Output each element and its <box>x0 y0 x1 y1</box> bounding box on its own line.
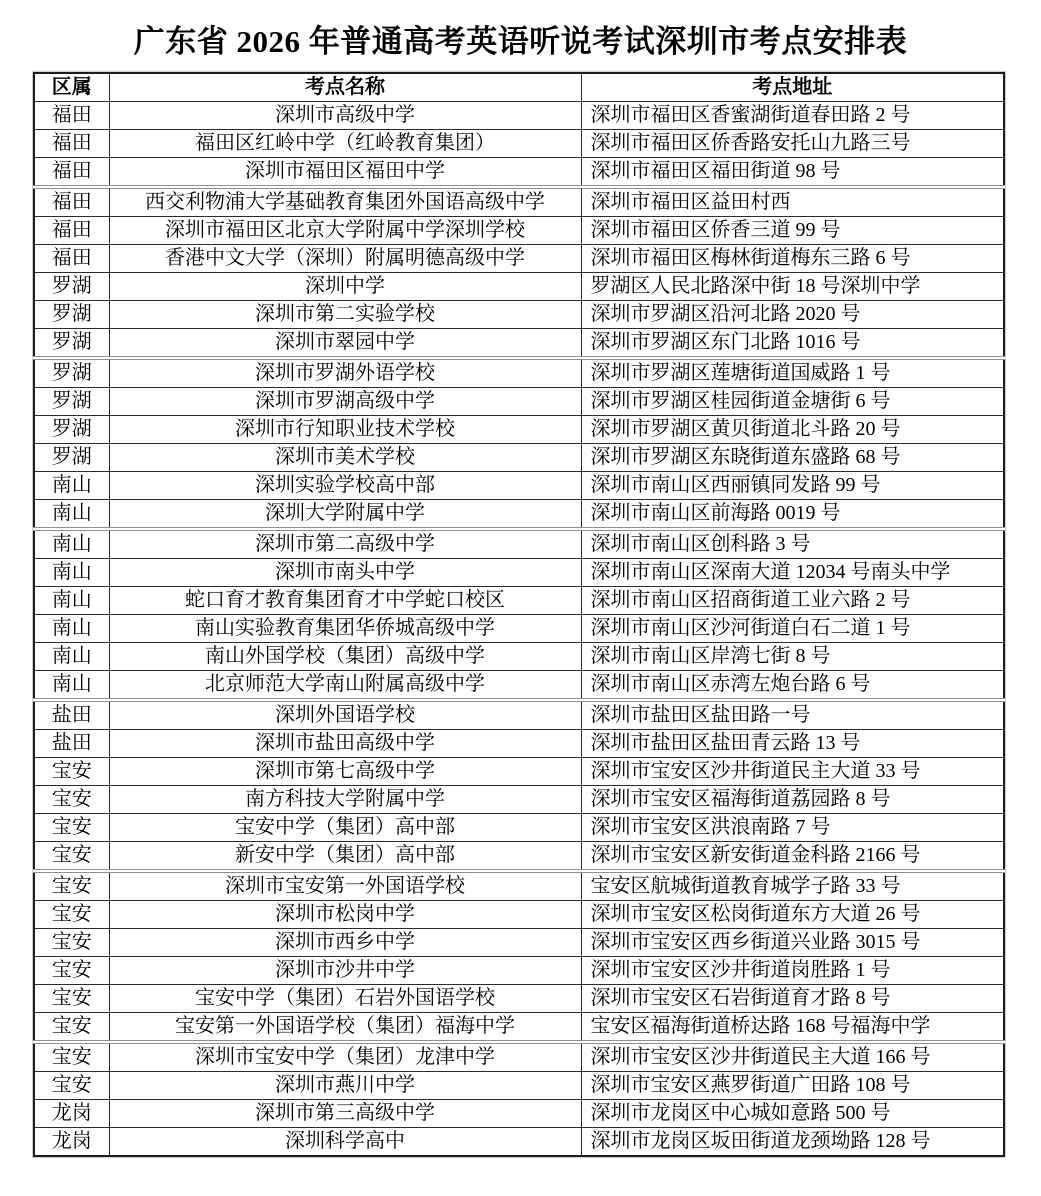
page-title: 广东省 2026 年普通高考英语听说考试深圳市考点安排表 <box>133 24 908 59</box>
cell-district: 罗湖 <box>34 416 109 444</box>
cell-site-name: 深圳市第七高级中学 <box>109 758 581 786</box>
cell-district: 宝安 <box>34 929 109 957</box>
cell-district: 宝安 <box>34 758 109 786</box>
cell-district: 罗湖 <box>34 444 109 472</box>
cell-site-address: 深圳市宝安区松岗街道东方大道 26 号 <box>581 901 1004 929</box>
cell-district: 罗湖 <box>34 388 109 416</box>
exam-sites-table <box>33 72 1005 1157</box>
cell-site-name: 宝安中学（集团）高中部 <box>109 814 581 842</box>
cell-district: 福田 <box>34 102 109 130</box>
table-row <box>34 842 1004 872</box>
cell-site-address: 深圳市盐田区盐田路一号 <box>581 700 1004 730</box>
cell-district: 南山 <box>34 615 109 643</box>
table-row <box>34 730 1004 758</box>
cell-site-name: 深圳市宝安中学（集团）龙津中学 <box>109 1042 581 1072</box>
table-row <box>34 871 1004 901</box>
cell-site-name: 深圳外国语学校 <box>109 700 581 730</box>
cell-site-address: 深圳市宝安区燕罗街道广田路 108 号 <box>581 1072 1004 1100</box>
cell-site-address: 深圳市罗湖区莲塘街道国威路 1 号 <box>581 358 1004 388</box>
table-row <box>34 217 1004 245</box>
cell-district: 宝安 <box>34 1072 109 1100</box>
cell-district: 南山 <box>34 587 109 615</box>
table-row <box>34 671 1004 701</box>
table-row <box>34 500 1004 530</box>
cell-site-address: 深圳市南山区沙河街道白石二道 1 号 <box>581 615 1004 643</box>
table-row <box>34 957 1004 985</box>
cell-site-name: 深圳市南头中学 <box>109 559 581 587</box>
cell-site-address: 深圳市南山区招商街道工业六路 2 号 <box>581 587 1004 615</box>
cell-site-address: 宝安区航城街道教育城学子路 33 号 <box>581 871 1004 901</box>
cell-site-name: 深圳市高级中学 <box>109 102 581 130</box>
cell-site-name: 深圳市第二高级中学 <box>109 529 581 559</box>
cell-district: 龙岗 <box>34 1100 109 1128</box>
cell-site-address: 深圳市南山区前海路 0019 号 <box>581 500 1004 530</box>
cell-district: 宝安 <box>34 985 109 1013</box>
table-row <box>34 814 1004 842</box>
cell-site-address: 深圳市罗湖区沿河北路 2020 号 <box>581 301 1004 329</box>
table-row <box>34 587 1004 615</box>
cell-site-address: 深圳市宝安区沙井街道民主大道 33 号 <box>581 758 1004 786</box>
table-row <box>34 758 1004 786</box>
cell-district: 宝安 <box>34 1042 109 1072</box>
cell-site-name: 深圳中学 <box>109 273 581 301</box>
cell-site-address: 深圳市南山区创科路 3 号 <box>581 529 1004 559</box>
cell-site-address: 深圳市南山区岸湾七街 8 号 <box>581 643 1004 671</box>
table-row <box>34 187 1004 217</box>
table-row <box>34 472 1004 500</box>
cell-district: 福田 <box>34 130 109 158</box>
cell-district: 南山 <box>34 472 109 500</box>
table-row <box>34 985 1004 1013</box>
cell-district: 福田 <box>34 217 109 245</box>
cell-site-name: 深圳市第二实验学校 <box>109 301 581 329</box>
table-row <box>34 358 1004 388</box>
cell-district: 盐田 <box>34 700 109 730</box>
cell-site-name: 深圳市盐田高级中学 <box>109 730 581 758</box>
cell-site-name: 深圳科学高中 <box>109 1128 581 1157</box>
cell-site-name: 深圳市罗湖外语学校 <box>109 358 581 388</box>
cell-district: 宝安 <box>34 957 109 985</box>
column-header-site-address: 考点地址 <box>581 73 1004 102</box>
cell-district: 宝安 <box>34 871 109 901</box>
cell-site-address: 深圳市南山区西丽镇同发路 99 号 <box>581 472 1004 500</box>
cell-site-name: 深圳市罗湖高级中学 <box>109 388 581 416</box>
cell-district: 南山 <box>34 529 109 559</box>
cell-site-name: 深圳市翠园中学 <box>109 329 581 359</box>
cell-site-address: 深圳市罗湖区东晓街道东盛路 68 号 <box>581 444 1004 472</box>
table-row <box>34 786 1004 814</box>
cell-site-address: 深圳市龙岗区中心城如意路 500 号 <box>581 1100 1004 1128</box>
cell-site-name: 深圳市宝安第一外国语学校 <box>109 871 581 901</box>
cell-site-address: 深圳市福田区侨香三道 99 号 <box>581 217 1004 245</box>
cell-site-name: 香港中文大学（深圳）附属明德高级中学 <box>109 245 581 273</box>
table-row <box>34 1042 1004 1072</box>
table-row <box>34 929 1004 957</box>
cell-site-address: 深圳市宝安区新安街道金科路 2166 号 <box>581 842 1004 872</box>
table-row <box>34 1072 1004 1100</box>
cell-site-name: 北京师范大学南山附属高级中学 <box>109 671 581 701</box>
cell-site-name: 深圳市福田区福田中学 <box>109 158 581 188</box>
cell-district: 龙岗 <box>34 1128 109 1157</box>
cell-site-name: 新安中学（集团）高中部 <box>109 842 581 872</box>
cell-site-address: 深圳市福田区侨香路安托山九路三号 <box>581 130 1004 158</box>
cell-site-name: 南山外国学校（集团）高级中学 <box>109 643 581 671</box>
cell-site-name: 福田区红岭中学（红岭教育集团） <box>109 130 581 158</box>
cell-district: 罗湖 <box>34 273 109 301</box>
cell-site-name: 深圳大学附属中学 <box>109 500 581 530</box>
cell-district: 南山 <box>34 671 109 701</box>
table-row <box>34 388 1004 416</box>
table-row <box>34 158 1004 188</box>
table-row <box>34 102 1004 130</box>
cell-site-address: 深圳市罗湖区东门北路 1016 号 <box>581 329 1004 359</box>
cell-site-address: 深圳市南山区深南大道 12034 号南头中学 <box>581 559 1004 587</box>
table-row <box>34 273 1004 301</box>
cell-site-name: 宝安第一外国语学校（集团）福海中学 <box>109 1013 581 1043</box>
cell-site-address: 深圳市福田区益田村西 <box>581 187 1004 217</box>
cell-site-address: 深圳市福田区梅林街道梅东三路 6 号 <box>581 245 1004 273</box>
cell-district: 罗湖 <box>34 301 109 329</box>
table-row <box>34 1128 1004 1157</box>
cell-site-address: 深圳市宝安区沙井街道岗胜路 1 号 <box>581 957 1004 985</box>
table-row <box>34 901 1004 929</box>
cell-district: 罗湖 <box>34 329 109 359</box>
table-row <box>34 559 1004 587</box>
cell-site-address: 深圳市罗湖区黄贝街道北斗路 20 号 <box>581 416 1004 444</box>
table-row <box>34 301 1004 329</box>
cell-site-address: 深圳市福田区福田街道 98 号 <box>581 158 1004 188</box>
cell-site-name: 深圳市美术学校 <box>109 444 581 472</box>
table-row <box>34 130 1004 158</box>
cell-site-address: 深圳市宝安区石岩街道育才路 8 号 <box>581 985 1004 1013</box>
cell-site-address: 深圳市宝安区沙井街道民主大道 166 号 <box>581 1042 1004 1072</box>
cell-site-name: 深圳市燕川中学 <box>109 1072 581 1100</box>
cell-site-name: 深圳市第三高级中学 <box>109 1100 581 1128</box>
cell-site-name: 深圳市沙井中学 <box>109 957 581 985</box>
cell-site-name: 深圳市福田区北京大学附属中学深圳学校 <box>109 217 581 245</box>
cell-site-address: 宝安区福海街道桥达路 168 号福海中学 <box>581 1013 1004 1043</box>
cell-district: 宝安 <box>34 901 109 929</box>
cell-site-address: 深圳市福田区香蜜湖街道春田路 2 号 <box>581 102 1004 130</box>
cell-district: 盐田 <box>34 730 109 758</box>
column-header-site-name: 考点名称 <box>109 73 581 102</box>
cell-site-name: 蛇口育才教育集团育才中学蛇口校区 <box>109 587 581 615</box>
table-row <box>34 615 1004 643</box>
cell-site-address: 深圳市南山区赤湾左炮台路 6 号 <box>581 671 1004 701</box>
cell-site-address: 深圳市宝安区福海街道荔园路 8 号 <box>581 786 1004 814</box>
cell-district: 宝安 <box>34 842 109 872</box>
column-header-district: 区属 <box>34 73 109 102</box>
cell-site-name: 深圳实验学校高中部 <box>109 472 581 500</box>
table-row <box>34 700 1004 730</box>
cell-district: 南山 <box>34 500 109 530</box>
cell-site-address: 深圳市宝安区西乡街道兴业路 3015 号 <box>581 929 1004 957</box>
cell-site-name: 南方科技大学附属中学 <box>109 786 581 814</box>
cell-site-address: 深圳市罗湖区桂园街道金塘街 6 号 <box>581 388 1004 416</box>
table-row <box>34 416 1004 444</box>
cell-site-name: 宝安中学（集团）石岩外国语学校 <box>109 985 581 1013</box>
cell-site-name: 深圳市松岗中学 <box>109 901 581 929</box>
cell-site-address: 罗湖区人民北路深中街 18 号深圳中学 <box>581 273 1004 301</box>
cell-district: 福田 <box>34 158 109 188</box>
table-row <box>34 444 1004 472</box>
table-row <box>34 329 1004 359</box>
cell-site-address: 深圳市龙岗区坂田街道龙颈坳路 128 号 <box>581 1128 1004 1157</box>
table-row <box>34 1100 1004 1128</box>
cell-district: 罗湖 <box>34 358 109 388</box>
table-row <box>34 245 1004 273</box>
table-body <box>34 102 1004 1157</box>
table-row <box>34 1013 1004 1043</box>
cell-district: 南山 <box>34 643 109 671</box>
table-header-row <box>34 73 1004 102</box>
cell-site-address: 深圳市宝安区洪浪南路 7 号 <box>581 814 1004 842</box>
cell-district: 宝安 <box>34 786 109 814</box>
table-row <box>34 643 1004 671</box>
cell-district: 福田 <box>34 187 109 217</box>
table-row <box>34 529 1004 559</box>
cell-site-name: 深圳市行知职业技术学校 <box>109 416 581 444</box>
cell-district: 宝安 <box>34 1013 109 1043</box>
cell-site-address: 深圳市盐田区盐田青云路 13 号 <box>581 730 1004 758</box>
cell-site-name: 深圳市西乡中学 <box>109 929 581 957</box>
cell-district: 宝安 <box>34 814 109 842</box>
cell-site-name: 西交利物浦大学基础教育集团外国语高级中学 <box>109 187 581 217</box>
cell-district: 南山 <box>34 559 109 587</box>
cell-district: 福田 <box>34 245 109 273</box>
cell-site-name: 南山实验教育集团华侨城高级中学 <box>109 615 581 643</box>
